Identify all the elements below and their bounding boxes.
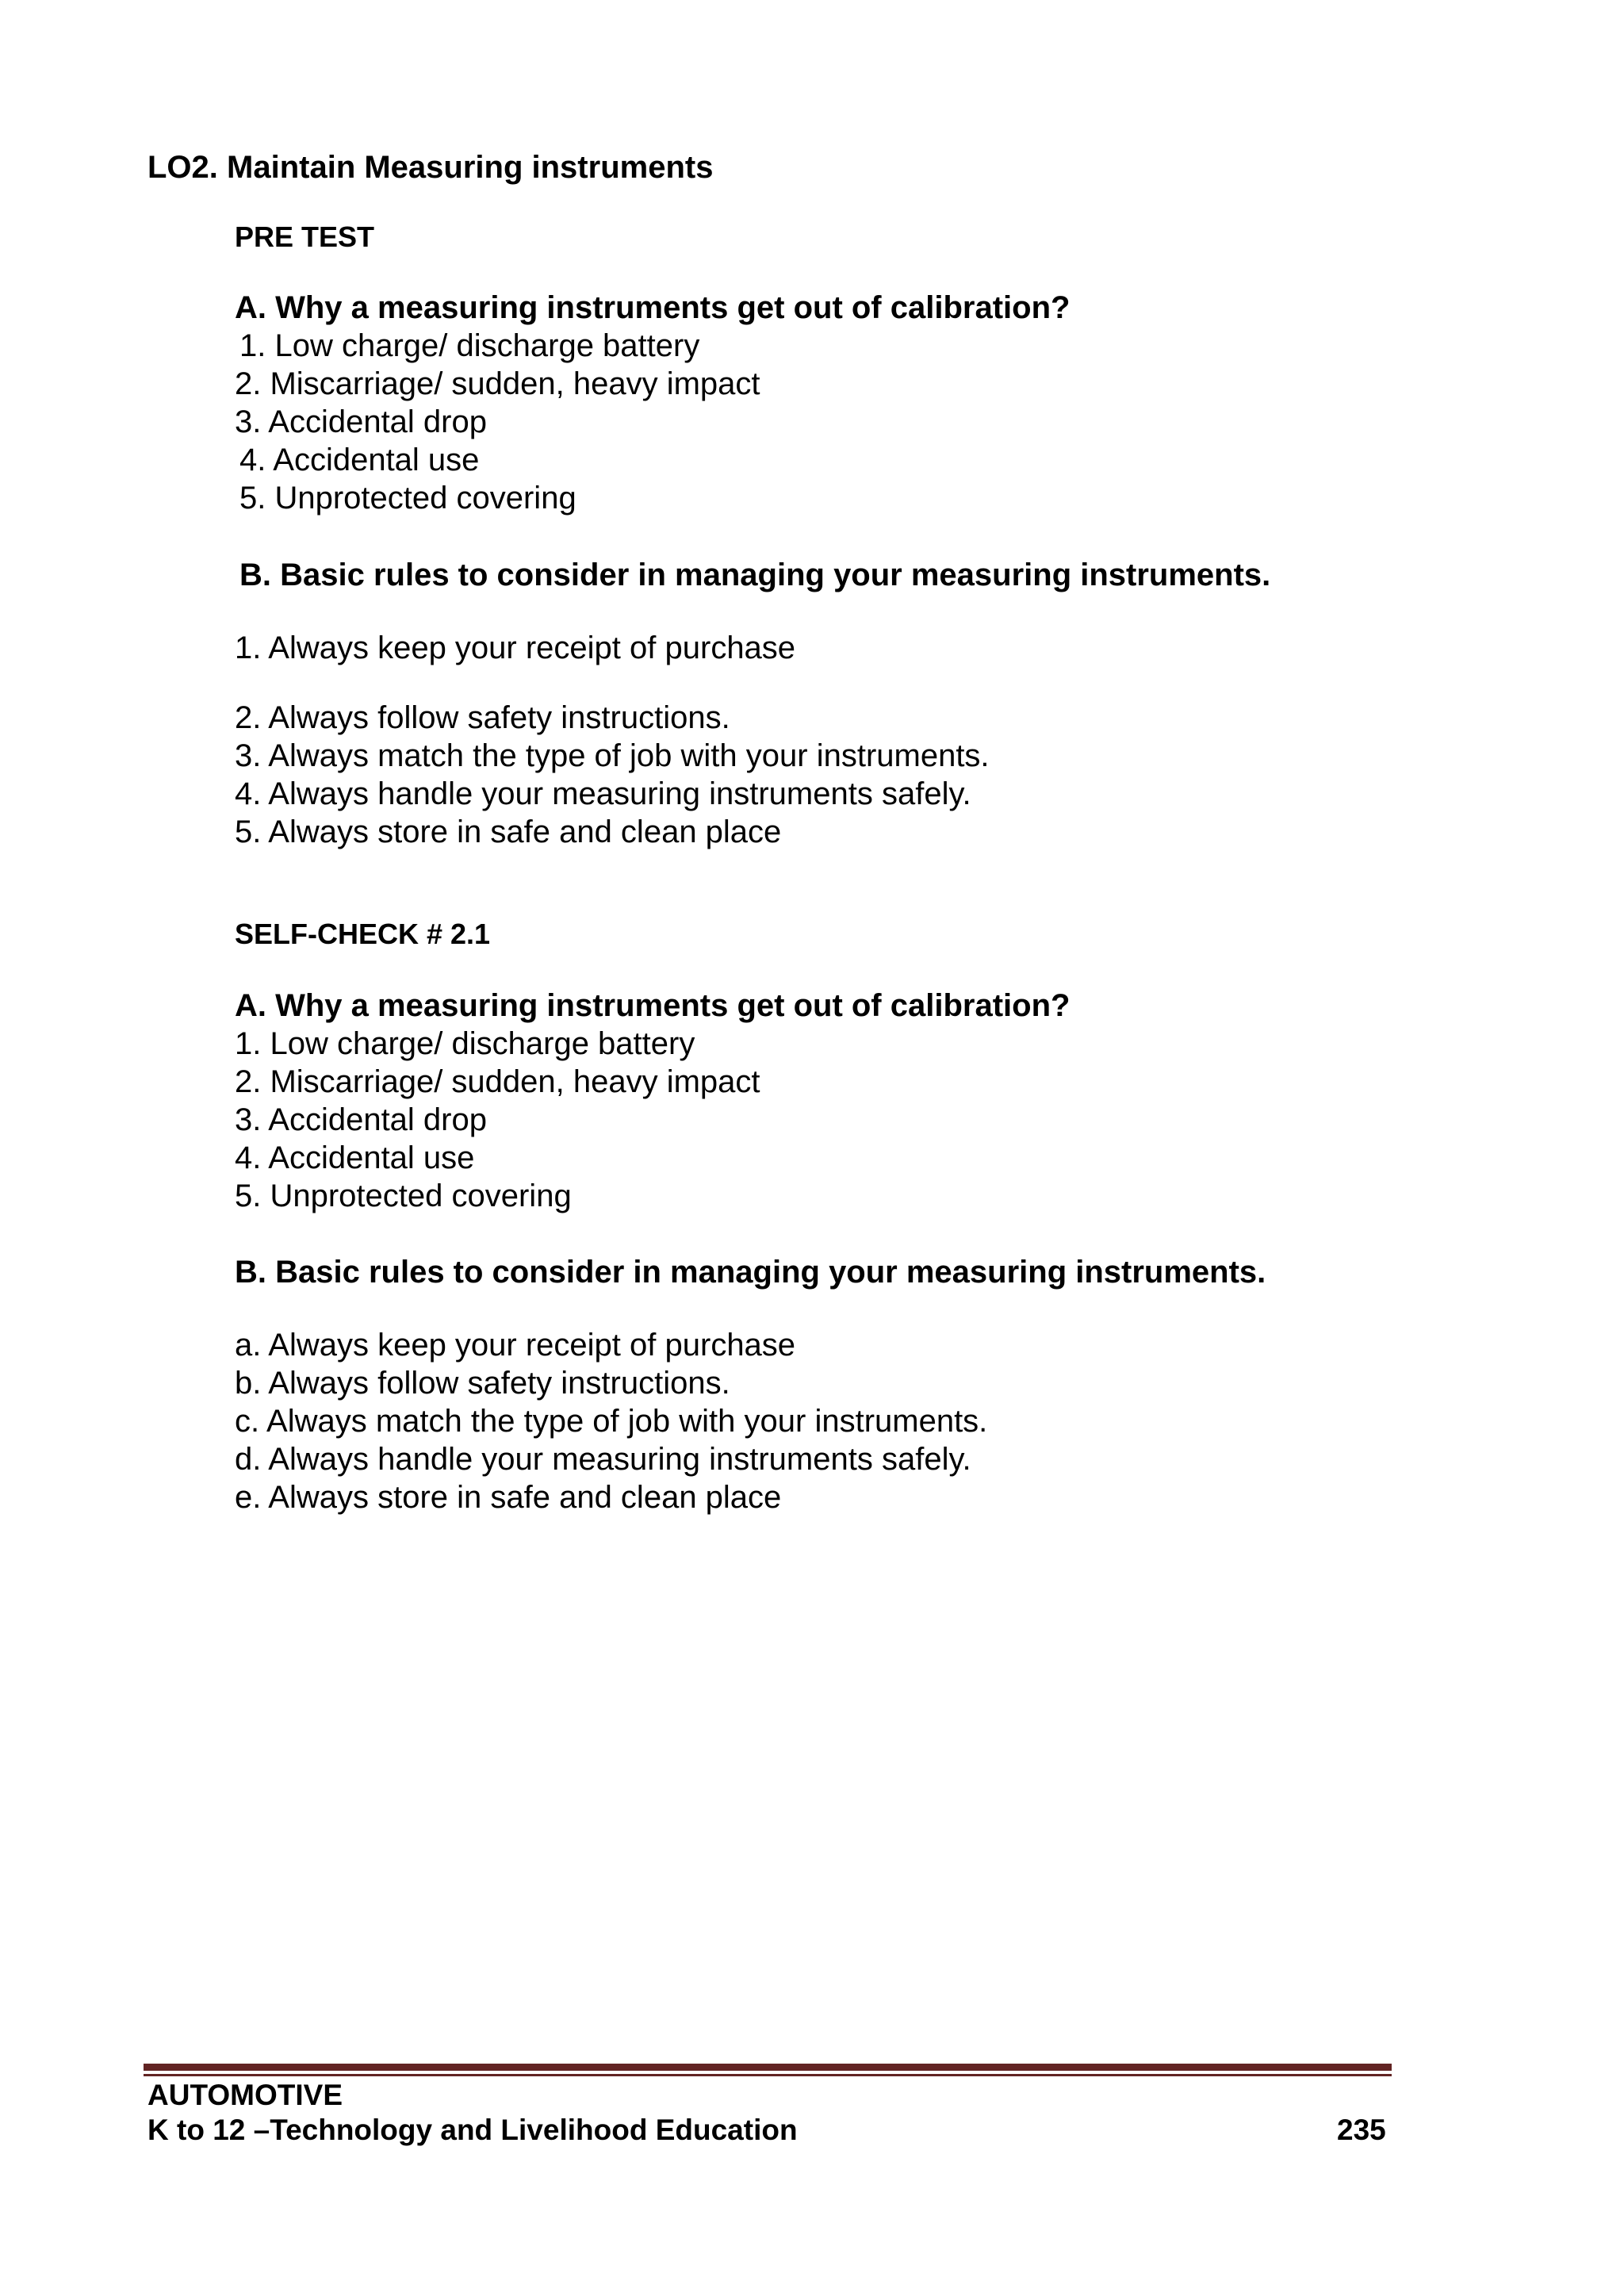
list-item: a. Always keep your receipt of purchase xyxy=(235,1328,796,1363)
page-heading: LO2. Maintain Measuring instruments xyxy=(147,150,714,185)
list-item: 4. Accidental use xyxy=(239,443,480,477)
list-item: 2. Always follow safety instructions. xyxy=(235,700,730,735)
footer-rule-thick xyxy=(144,2064,1392,2071)
list-item: b. Always follow safety instructions. xyxy=(235,1366,730,1401)
footer-subject: AUTOMOTIVE xyxy=(147,2079,343,2111)
list-item: 3. Always match the type of job with your instruments. xyxy=(235,738,990,773)
list-item: 4. Accidental use xyxy=(235,1140,475,1175)
list-item: 1. Low charge/ discharge battery xyxy=(235,1026,695,1061)
selfcheck-label: SELF-CHECK # 2.1 xyxy=(235,918,491,950)
list-item: 2. Miscarriage/ sudden, heavy impact xyxy=(235,1064,760,1099)
list-item: 3. Accidental drop xyxy=(235,404,487,439)
list-item: 3. Accidental drop xyxy=(235,1102,487,1137)
selfcheck-question-a: A. Why a measuring instruments get out of calibration? xyxy=(235,988,1071,1023)
list-item: 5. Unprotected covering xyxy=(235,1179,572,1213)
list-item: d. Always handle your measuring instruments safely. xyxy=(235,1442,971,1477)
pretest-question-a: A. Why a measuring instruments get out of calibration? xyxy=(235,290,1071,325)
footer-rule-thin xyxy=(144,2074,1392,2076)
list-item: 1. Always keep your receipt of purchase xyxy=(235,631,796,665)
footer-page-number: 235 xyxy=(1337,2114,1386,2146)
pretest-question-b: B. Basic rules to consider in managing your measuring instruments. xyxy=(239,558,1271,592)
list-item: 5. Unprotected covering xyxy=(239,481,576,516)
list-item: c. Always match the type of job with your instruments. xyxy=(235,1404,988,1439)
list-item: e. Always store in safe and clean place xyxy=(235,1480,782,1515)
list-item: 5. Always store in safe and clean place xyxy=(235,815,782,849)
list-item: 1. Low charge/ discharge battery xyxy=(239,328,700,363)
list-item: 2. Miscarriage/ sudden, heavy impact xyxy=(235,366,760,401)
selfcheck-question-b: B. Basic rules to consider in managing your measuring instruments. xyxy=(235,1255,1266,1290)
list-item: 4. Always handle your measuring instruments safely. xyxy=(235,776,971,811)
footer-course: K to 12 –Technology and Livelihood Education xyxy=(147,2114,798,2146)
pretest-label: PRE TEST xyxy=(235,220,375,253)
